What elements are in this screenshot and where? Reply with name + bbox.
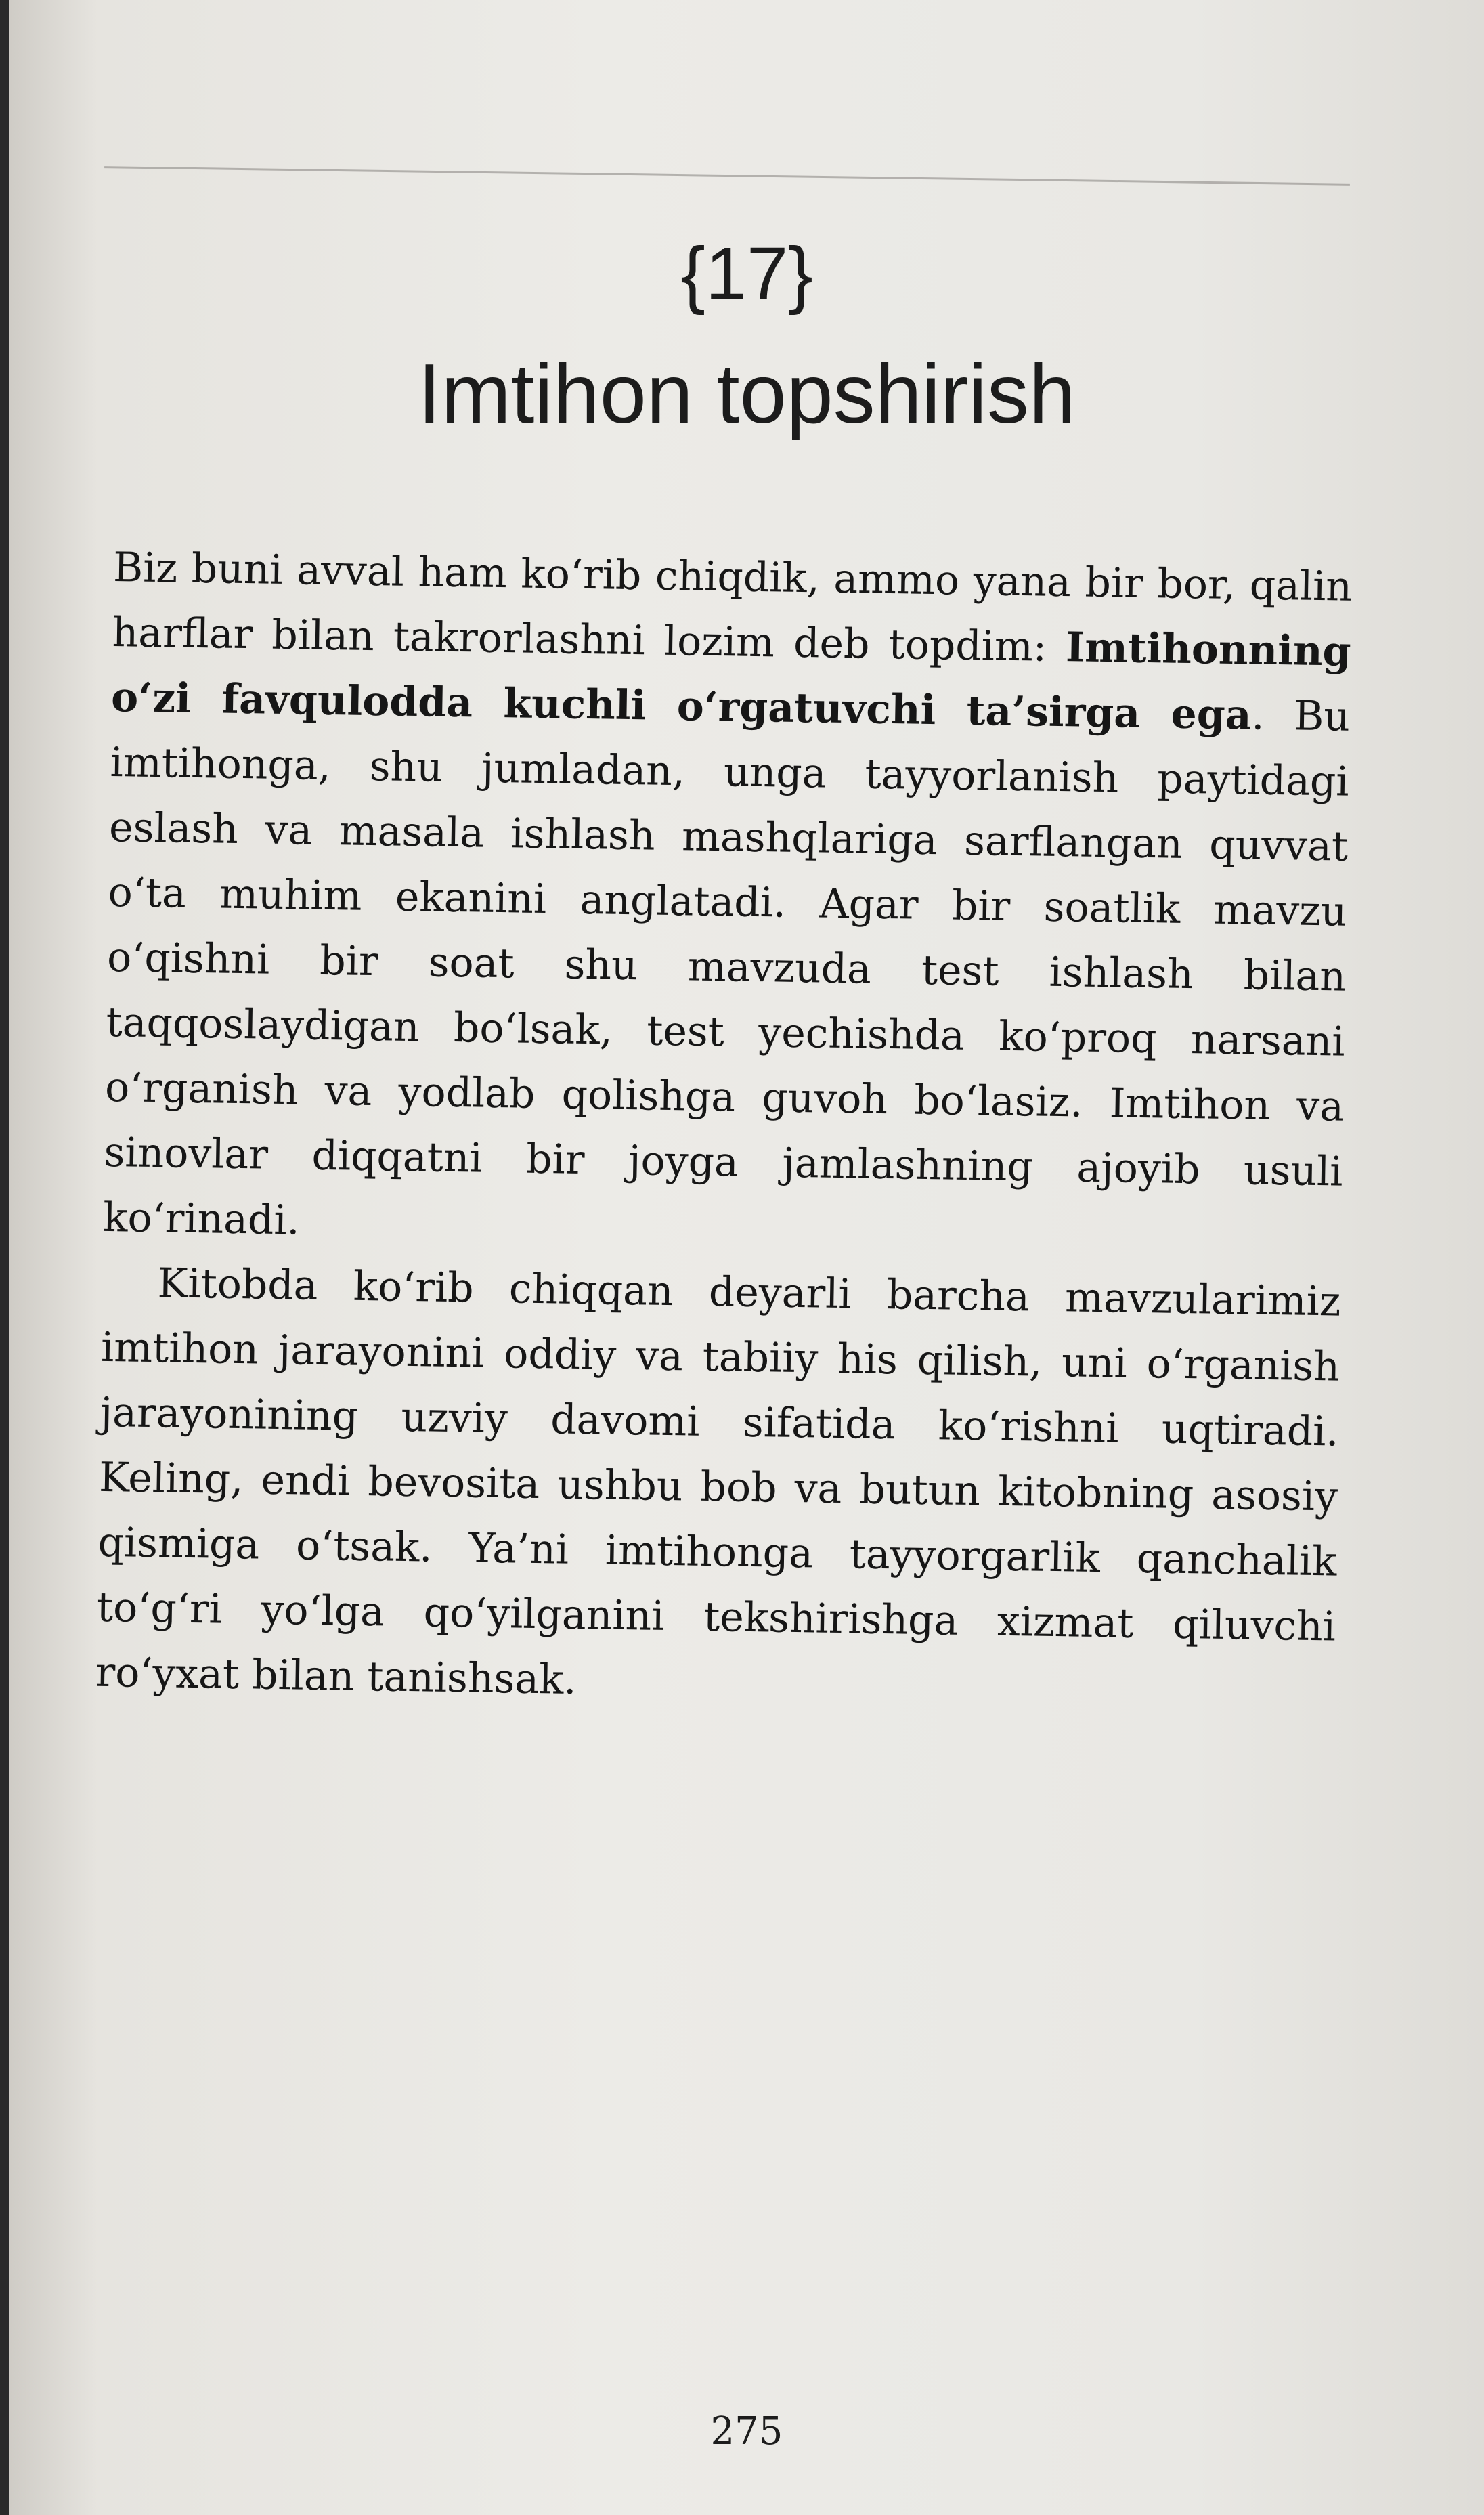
paragraph-1-text-start: Biz buni avval ham ko‘rib chiqdik, ammo yana bir bor, qalin harflar bilan takrorlashni lozim deb topdim: — [112, 543, 1353, 672]
chapter-body — [95, 535, 1353, 1725]
page-number: 275 — [710, 2409, 783, 2453]
chapter-title: Imtihon topshirish — [418, 347, 1076, 441]
header-rule — [104, 166, 1350, 186]
paragraph-2: Kitobda ko‘rib chiqqan deyarli barcha mavzularimiz imtihon jarayonini oddiy va tabiiy his qilish, uni o‘rganish jarayonining uzviy davomi sifatida ko‘rishni uqtiradi. Keling, endi bevosita ushbu bob va butun kitobning asosiy qismiga o‘tsak. Ya’ni imtihonga tayyorgarlik qanchalik to‘g‘ri yo‘lga qo‘yilganini tekshirishga xizmat qiluvchi ro‘yxat bilan tanishsak. — [95, 1260, 1341, 1704]
paragraph-1-bold-statement: Imtihonning o‘zi favqulodda kuchli o‘rgatuvchi ta’sirga ega — [110, 624, 1352, 739]
paragraph-1-text-end: . Bu imtihonga, shu jumladan, unga tayyorlanish paytidagi eslash va masala ishlash mashqlariga sarflangan quvvat o‘ta muhim ekanini anglatadi. Agar bir soatlik mavzu o‘qishni bir soat shu mavzuda test ishlash bilan taqqoslaydigan bo‘lsak, test yechishda ko‘proq narsani o‘rganish va yodlab qolishga guvoh bo‘lasiz. Imtihon va sinovlar diqqatni bir joyga jamlashning ajoyib usuli ko‘rinadi. — [102, 691, 1351, 1245]
paragraph-1 — [102, 535, 1352, 1270]
book-page — [9, 0, 1484, 2515]
chapter-number: {17} — [680, 232, 813, 316]
